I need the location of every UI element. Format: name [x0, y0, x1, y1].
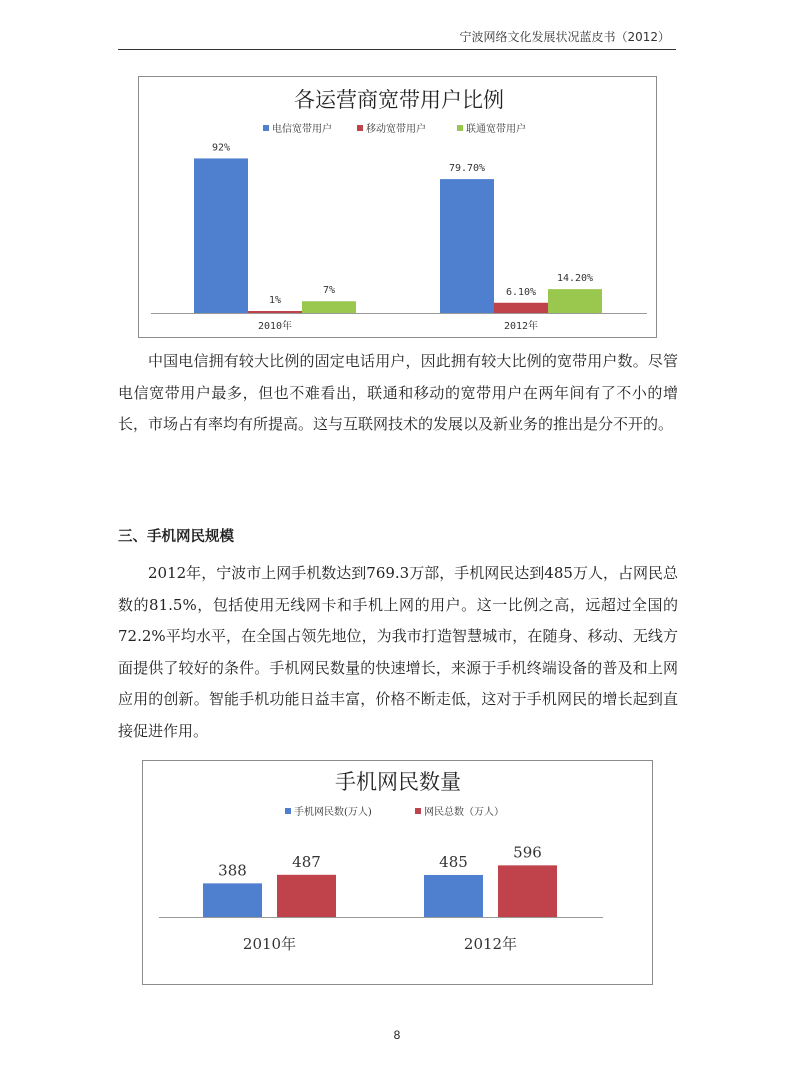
data-label: 388: [218, 861, 247, 880]
bar: [498, 865, 557, 917]
bar: [194, 158, 248, 313]
data-label: 487: [292, 852, 321, 871]
chart-title: 手机网民数量: [335, 770, 461, 794]
bar: [302, 301, 356, 313]
data-label: 485: [439, 852, 468, 871]
bar: [424, 875, 483, 917]
legend-label: 移动宽带用户: [366, 124, 426, 135]
section-title-mobile: 三、手机网民规模: [118, 529, 234, 545]
broadband-share-chart: [138, 76, 657, 338]
paragraph-broadband: 中国电信拥有较大比例的固定电话用户，因此拥有较大比例的宽带用户数。尽管电信宽带用户最多，但也不难看出，联通和移动的宽带用户在两年间有了不小的增长，市场占有率均有所提高。这与互联网技术的发展以及新业务的推出是分不开的。: [118, 352, 678, 433]
paragraph-mobile: 2012年，宁波市上网手机数达到769.3万部，手机网民达到485万人，占网民总数的81.5%，包括使用无线网卡和手机上网的用户。这一比例之高，远超过全国的72.2%平均水平，在全国占领先地位，为我市打造智慧城市，在随身、移动、无线方面提供了较好的条件。手机网民数量的快速增长，来源于手机终端设备的普及和上网应用的创新。智能手机功能日益丰富，价格不断走低，这对于手机网民的增长起到直接促进作用。: [118, 564, 678, 740]
data-label: 92%: [211, 142, 231, 154]
legend-swatch: [457, 125, 463, 131]
legend-label: 手机网民数(万人): [294, 807, 372, 818]
legend-swatch: [285, 808, 291, 814]
bar: [440, 179, 494, 313]
data-label: 7%: [322, 285, 336, 297]
data-label: 14.20%: [556, 273, 594, 285]
bar: [494, 303, 548, 313]
data-label: 596: [513, 843, 542, 862]
legend-swatch: [263, 125, 269, 131]
page-header: [118, 22, 676, 50]
chart-title: 各运营商宽带用户比例: [294, 88, 504, 112]
legend-label: 联通宽带用户: [466, 124, 526, 135]
data-label: 1%: [268, 295, 282, 306]
legend-label: 网民总数（万人）: [424, 807, 504, 818]
category-label: 2010年: [242, 935, 297, 953]
legend-swatch: [415, 808, 421, 814]
category-label: 2010年: [257, 321, 293, 332]
legend-label: 电信宽带用户: [272, 124, 332, 135]
mobile-netizen-chart-svg: [143, 761, 654, 986]
bar: [248, 311, 302, 313]
page-number: 8: [393, 1028, 401, 1042]
category-label: 2012年: [503, 321, 539, 332]
bar: [203, 883, 262, 917]
category-label: 2012年: [463, 935, 518, 953]
header-title: 宁波网络文化发展状况蓝皮书（2012）: [459, 30, 670, 44]
legend-swatch: [357, 125, 363, 131]
mobile-netizen-chart: [142, 760, 653, 985]
bar: [277, 875, 336, 917]
data-label: 79.70%: [448, 163, 486, 175]
broadband-share-chart-svg: [139, 77, 658, 339]
bar: [548, 289, 602, 313]
data-label: 6.10%: [505, 286, 537, 298]
